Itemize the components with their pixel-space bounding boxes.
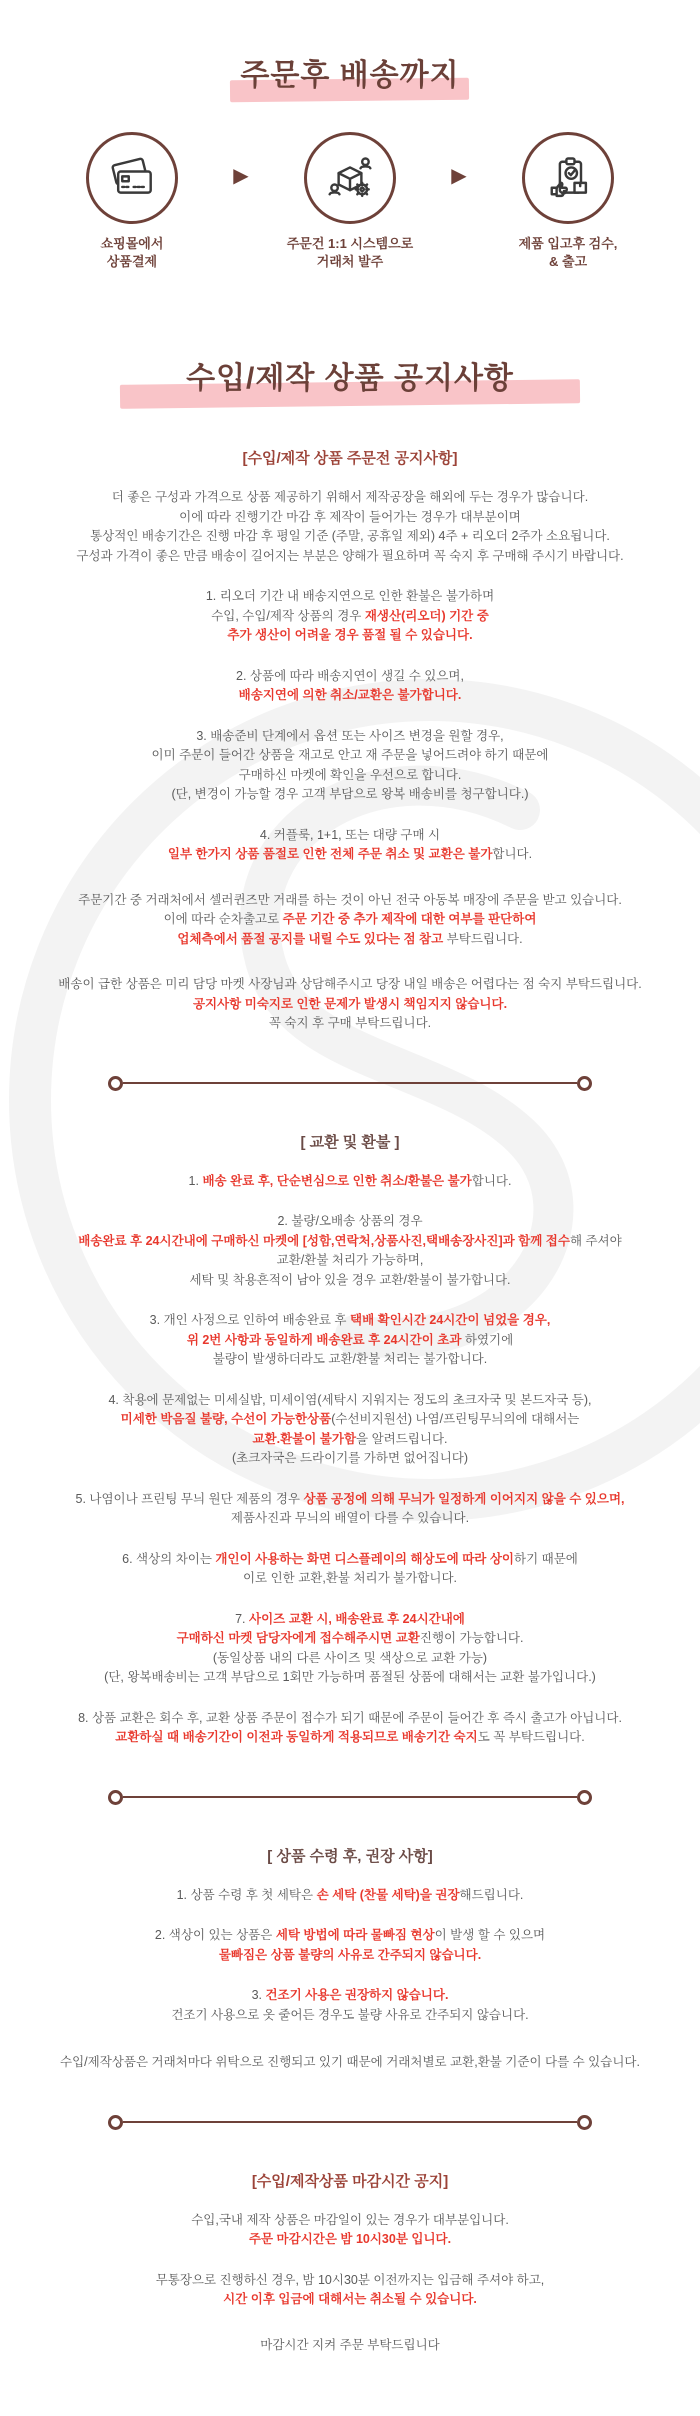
section-header: [수입/제작상품 마감시간 공지]	[251, 2172, 449, 2190]
order-system-icon	[324, 152, 376, 204]
notice-text-emphasis: 위 2번 사항과 동일하게 배송완료 후 24시간이 초과	[186, 1332, 462, 1347]
step-label	[479, 235, 657, 271]
notice-text: 불량이 발생하더라도 교환/환불 처리는 불가합니다.	[212, 1352, 488, 1367]
notice-line	[30, 1410, 670, 1430]
notice-line	[30, 1550, 670, 1570]
arrow-right-icon	[439, 132, 479, 218]
notice-line	[30, 1610, 670, 1630]
notice-title-text: 수입/제작 상품 공지사항	[180, 353, 520, 397]
credit-card-icon	[106, 152, 158, 204]
notice-text: 더 좋은 구성과 가격으로 상품 제공하기 위해서 제작공장을 해외에 두는 경우가 많습니다.	[111, 490, 589, 505]
step-label-line: 거래처 발주	[316, 254, 384, 270]
notice-text-emphasis: 택배 확인시간 24시간이 넘었을 경우,	[350, 1313, 551, 1328]
notice-text: 건조기 사용으로 옷 줄어든 경우도 불량 사유로 간주되지 않습니다.	[171, 2007, 529, 2022]
notice-paragraph	[30, 587, 670, 646]
notice-line	[30, 746, 670, 766]
notice-text: 8. 상품 교환은 회수 후, 교환 상품 주문이 접수가 되기 때문에 주문이 들어간 후 즉시 출고가 아닙니다.	[78, 1710, 622, 1725]
notice-text: (수선비지원선) 나염/프린팅무늬의에 대해서는	[331, 1412, 580, 1427]
order-process-section	[0, 0, 700, 271]
notice-paragraph	[30, 2271, 670, 2310]
notice-line	[30, 547, 670, 567]
notice-sections	[0, 447, 700, 2416]
divider-line	[123, 1796, 577, 1798]
notice-text-emphasis: 업체측에서 품절 공지를 내릴 수도 있다는 점 참고	[177, 931, 444, 946]
process-steps	[0, 132, 700, 271]
notice-line	[30, 2053, 670, 2073]
notice-text-emphasis: 세탁 방법에 따라 물빠짐 현상	[275, 1928, 435, 1943]
notice-line	[30, 826, 670, 846]
notice-paragraph	[30, 1550, 670, 1589]
notice-text: 해드립니다.	[459, 1887, 524, 1902]
notice-line	[30, 1391, 670, 1411]
notice-text: 주문기간 중 거래처에서 셀러퀸즈만 거래를 하는 것이 아닌 전국 아동복 매장에 주문을 받고 있습니다.	[78, 892, 622, 907]
notice-text: 3. 배송준비 단계에서 옵션 또는 사이즈 변경을 원할 경우,	[196, 728, 504, 743]
divider-endpoint-dot	[577, 2115, 592, 2130]
notice-text-emphasis: 구매하신 마켓 담당자에게 접수해주시면 교환	[176, 1631, 420, 1646]
step-label	[43, 235, 221, 271]
notice-line	[30, 2271, 670, 2291]
section-header: [수입/제작 상품 주문전 공지사항]	[242, 450, 458, 468]
notice-line	[30, 1212, 670, 1232]
notice-text: (단, 왕복배송비는 고객 부담으로 1회만 가능하며 품절된 상품에 대해서는 교환 불가입니다.)	[104, 1670, 596, 1685]
notice-text: 합니다.	[492, 847, 533, 862]
notice-line	[30, 766, 670, 786]
step-label-line: & 출고	[548, 254, 588, 270]
notice-text: (단, 변경이 가능할 경우 고객 부담으로 왕복 배송비를 청구합니다.)	[171, 787, 529, 802]
product-notice-section	[0, 353, 700, 2416]
notice-line	[30, 1490, 670, 1510]
section-divider-icon	[108, 1790, 592, 1805]
step-label-line: 쇼핑몰에서	[100, 236, 164, 251]
notice-paragraph	[30, 1490, 670, 1529]
divider-endpoint-dot	[108, 1076, 123, 1091]
notice-text: 꼭 숙지 후 구매 부탁드립니다.	[268, 1016, 432, 1031]
notice-line	[30, 1232, 670, 1252]
notice-line	[30, 1311, 670, 1331]
notice-text: 2. 불량/오배송 상품의 경우	[277, 1214, 423, 1229]
divider-endpoint-dot	[577, 1076, 592, 1091]
section-divider-icon	[108, 2115, 592, 2130]
notice-text: 5. 나염이나 프린팅 무늬 원단 제품의 경우	[75, 1491, 304, 1506]
notice-line	[30, 910, 670, 930]
step-order-system	[261, 132, 439, 271]
notice-paragraph	[30, 975, 670, 1034]
notice-paragraph	[30, 1172, 670, 1192]
divider-endpoint-dot	[108, 1790, 123, 1805]
step-inspection	[479, 132, 657, 271]
notice-title	[0, 353, 700, 397]
notice-group	[0, 2170, 700, 2356]
notice-text: 3. 개인 사정으로 인하여 배송완료 후	[149, 1313, 350, 1328]
step-label-line: 제품 입고후 검수,	[518, 236, 618, 251]
notice-text: 이미 주문이 들어간 상품을 재고로 안고 재 주문을 넣어드려야 하기 때문에	[151, 748, 549, 763]
notice-text-emphasis: 건조기 사용은 권장하지 않습니다.	[265, 1988, 449, 2003]
notice-text: 4. 커플룩, 1+1, 또는 대량 구매 시	[259, 827, 441, 842]
notice-line	[30, 1509, 670, 1529]
notice-paragraph	[30, 667, 670, 706]
section-header: [ 상품 수령 후, 권장 사항]	[267, 1847, 433, 1865]
notice-text: 이 발생 할 수 있으며	[434, 1928, 546, 1943]
notice-text: 하기 때문에	[514, 1551, 578, 1566]
notice-line	[30, 785, 670, 805]
notice-line	[30, 845, 670, 865]
notice-text: 이로 인한 교환,환불 처리가 불가합니다.	[242, 1571, 458, 1586]
notice-line	[30, 1886, 670, 1906]
notice-text: 수입/제작상품은 거래처마다 위탁으로 진행되고 있기 때문에 거래처별로 교환,환불 기준이 다를 수 있습니다.	[60, 2055, 640, 2070]
step-circle	[522, 132, 614, 224]
notice-group	[0, 447, 700, 1034]
divider-line	[123, 1082, 577, 1084]
step-label	[261, 235, 439, 271]
notice-text-emphasis: 주문 마감시간은 밤 10시30분 입니다.	[248, 2232, 452, 2247]
notice-line	[30, 508, 670, 528]
notice-paragraph	[30, 1926, 670, 1965]
notice-text-emphasis: 물빠짐은 상품 불량의 사유로 간주되지 않습니다.	[218, 1947, 482, 1962]
notice-line	[30, 1014, 670, 1034]
notice-text: 7.	[235, 1611, 250, 1626]
notice-paragraph	[30, 727, 670, 805]
notice-text: (초크자국은 드라이기를 가하면 없어집니다)	[231, 1451, 469, 1466]
notice-line	[30, 1449, 670, 1469]
notice-line	[30, 1271, 670, 1291]
notice-line	[30, 2290, 670, 2310]
step-label-line: 주문건 1:1 시스템으로	[286, 236, 414, 251]
notice-text-emphasis: 주문 기간 중 추가 제작에 대한 여부를 판단하여	[282, 912, 537, 927]
notice-paragraph	[30, 2053, 670, 2073]
notice-text: 진행이 가능합니다.	[419, 1631, 524, 1646]
notice-line	[30, 1649, 670, 1669]
notice-text: 이에 따라 진행기간 마감 후 제작이 들어가는 경우가 대부분이며	[179, 509, 521, 524]
notice-text: 2. 색상이 있는 상품은	[154, 1928, 276, 1943]
arrow-glyph: ▶	[233, 164, 249, 187]
notice-text: 6. 색상의 차이는	[122, 1551, 216, 1566]
notice-line	[30, 727, 670, 747]
notice-line	[30, 1728, 670, 1748]
notice-paragraph	[30, 1709, 670, 1748]
notice-text: (동일상품 내의 다른 사이즈 및 색상으로 교환 가능)	[212, 1650, 488, 1665]
notice-line	[30, 1709, 670, 1729]
notice-line	[30, 995, 670, 1015]
notice-text: 세탁 및 착용흔적이 남아 있을 경우 교환/환불이 불가합니다.	[189, 1272, 511, 1287]
notice-text: 무통장으로 진행하신 경우, 밤 10시30분 이전까지는 입금해 주셔야 하고,	[155, 2272, 545, 2287]
notice-text-emphasis: 재생산(리오더) 기간 중	[364, 608, 489, 623]
notice-line	[30, 1172, 670, 1192]
notice-line	[30, 2336, 670, 2356]
notice-text-emphasis: 배송완료 후 24시간내에 구매하신 마켓에 [성함,연락처,상품사진,택배송장사진]과 함께 접수	[78, 1233, 570, 1248]
notice-text: 제품사진과 무늬의 배열이 다를 수 있습니다.	[230, 1511, 470, 1526]
step-circle	[86, 132, 178, 224]
notice-text: 마감시간 지켜 주문 부탁드립니다	[260, 2337, 440, 2352]
notice-text: 1.	[188, 1173, 203, 1188]
notice-line	[30, 1946, 670, 1966]
notice-paragraph	[30, 1986, 670, 2025]
notice-line	[30, 1986, 670, 2006]
notice-text-emphasis: 손 세탁 (찬물 세탁)을 권장	[316, 1887, 460, 1902]
notice-text: 하였기에	[461, 1332, 514, 1347]
notice-text: 1. 상품 수령 후 첫 세탁은	[176, 1887, 317, 1902]
divider-endpoint-dot	[577, 1790, 592, 1805]
notice-text-emphasis: 공지사항 미숙지로 인한 문제가 발생시 책임지지 않습니다.	[192, 996, 508, 1011]
notice-line	[30, 1926, 670, 1946]
notice-line	[30, 1629, 670, 1649]
notice-text: 수입,국내 제작 상품은 마감일이 있는 경우가 대부분입니다.	[191, 2212, 509, 2227]
notice-line	[30, 626, 670, 646]
notice-text: 부탁드립니다.	[443, 931, 523, 946]
step-label-line: 상품결제	[106, 254, 158, 270]
notice-text: 구성과 가격이 좋은 만큼 배송이 길어지는 부분은 양해가 필요하며 꼭 숙지 후 구매해 주시기 바랍니다.	[76, 548, 624, 563]
notice-line	[30, 527, 670, 547]
notice-line	[30, 930, 670, 950]
notice-line	[30, 2230, 670, 2250]
notice-line	[30, 1668, 670, 1688]
notice-line	[30, 1331, 670, 1351]
process-title	[0, 50, 700, 94]
notice-text-emphasis: 상품 공정에 의해 무늬가 일정하게 이어지지 않을 수 있으며,	[303, 1491, 625, 1506]
arrow-right-icon	[221, 132, 261, 218]
arrow-glyph: ▶	[451, 164, 467, 187]
step-circle	[304, 132, 396, 224]
notice-text: 을 알려드립니다.	[356, 1431, 448, 1446]
notice-text-emphasis: 사이즈 교환 시, 배송완료 후 24시간내에	[249, 1611, 465, 1626]
notice-text: 1. 리오더 기간 내 배송지연으로 인한 환불은 불가하며	[205, 589, 495, 604]
notice-paragraph	[30, 1886, 670, 1906]
notice-line	[30, 587, 670, 607]
notice-text: 3.	[251, 1988, 266, 2003]
notice-line	[30, 1251, 670, 1271]
notice-paragraph	[30, 2336, 670, 2356]
notice-paragraph	[30, 1212, 670, 1290]
notice-text: 4. 착용에 문제없는 미세실밥, 미세이염(세탁시 지워지는 정도의 초크자국 및 본드자국 등),	[108, 1392, 592, 1407]
notice-paragraph	[30, 1311, 670, 1370]
notice-text-emphasis: 교환하실 때 배송기간이 이전과 동일하게 적용되므로 배송기간 숙지	[115, 1730, 478, 1745]
notice-paragraph	[30, 1391, 670, 1469]
notice-line	[30, 667, 670, 687]
notice-line	[30, 1569, 670, 1589]
notice-text-emphasis: 일부 한가지 상품 품절로 인한 전체 주문 취소 및 교환은 불가	[167, 847, 493, 862]
notice-text: 구매하신 마켓에 확인을 우선으로 합니다.	[238, 767, 462, 782]
notice-text-emphasis: 추가 생산이 어려울 경우 품절 될 수 있습니다.	[227, 628, 473, 643]
notice-text-emphasis: 배송지연에 의한 취소/교환은 불가합니다.	[238, 688, 462, 703]
notice-text-emphasis: 시간 이후 입금에 대해서는 취소될 수 있습니다.	[223, 2292, 477, 2307]
step-payment	[43, 132, 221, 271]
notice-text: 배송이 급한 상품은 미리 담당 마켓 사장님과 상담해주시고 당장 내일 배송은 어렵다는 점 숙지 부탁드립니다.	[58, 977, 642, 992]
notice-line	[30, 975, 670, 995]
notice-text-emphasis: 배송 완료 후, 단순변심으로 인한 취소/환불은 불가	[202, 1173, 472, 1188]
notice-group	[0, 1845, 700, 2073]
notice-text: 해 주셔야	[569, 1233, 622, 1248]
notice-text-emphasis: 미세한 박음질 불량, 수선이 가능한상품	[120, 1412, 332, 1427]
notice-text: 2. 상품에 따라 배송지연이 생길 수 있으며,	[236, 668, 464, 683]
divider-line	[123, 2121, 577, 2123]
section-divider-icon	[108, 1076, 592, 1091]
notice-text: 이에 따라 순차출고로	[163, 912, 283, 927]
inspection-shipping-icon	[542, 152, 594, 204]
notice-line	[30, 607, 670, 627]
section-header: [ 교환 및 환불 ]	[300, 1133, 400, 1151]
notice-text-emphasis: 교환.환불이 불가함	[252, 1431, 357, 1446]
notice-paragraph	[30, 2211, 670, 2250]
notice-line	[30, 1430, 670, 1450]
notice-text-emphasis: 개인이 사용하는 화면 디스플레이의 해상도에 따라 상이	[215, 1551, 514, 1566]
notice-text: 합니다.	[471, 1173, 512, 1188]
notice-line	[30, 2211, 670, 2231]
notice-line	[30, 686, 670, 706]
notice-line	[30, 1350, 670, 1370]
notice-group	[0, 1131, 700, 1748]
process-title-text: 주문후 배송까지	[234, 50, 465, 94]
notice-paragraph	[30, 1610, 670, 1688]
notice-paragraph	[30, 891, 670, 950]
notice-text: 수입, 수입/제작 상품의 경우	[211, 608, 365, 623]
notice-paragraph	[30, 488, 670, 566]
notice-paragraph	[30, 826, 670, 865]
notice-text: 통상적인 배송기간은 진행 마감 후 평일 기준 (주말, 공휴일 제외) 4주 + 리오더 2주가 소요됩니다.	[90, 529, 610, 544]
notice-text: 교환/환불 처리가 가능하며,	[276, 1253, 424, 1268]
notice-line	[30, 488, 670, 508]
notice-text: 도 꼭 부탁드립니다.	[477, 1730, 585, 1745]
divider-endpoint-dot	[108, 2115, 123, 2130]
notice-line	[30, 2006, 670, 2026]
notice-line	[30, 891, 670, 911]
